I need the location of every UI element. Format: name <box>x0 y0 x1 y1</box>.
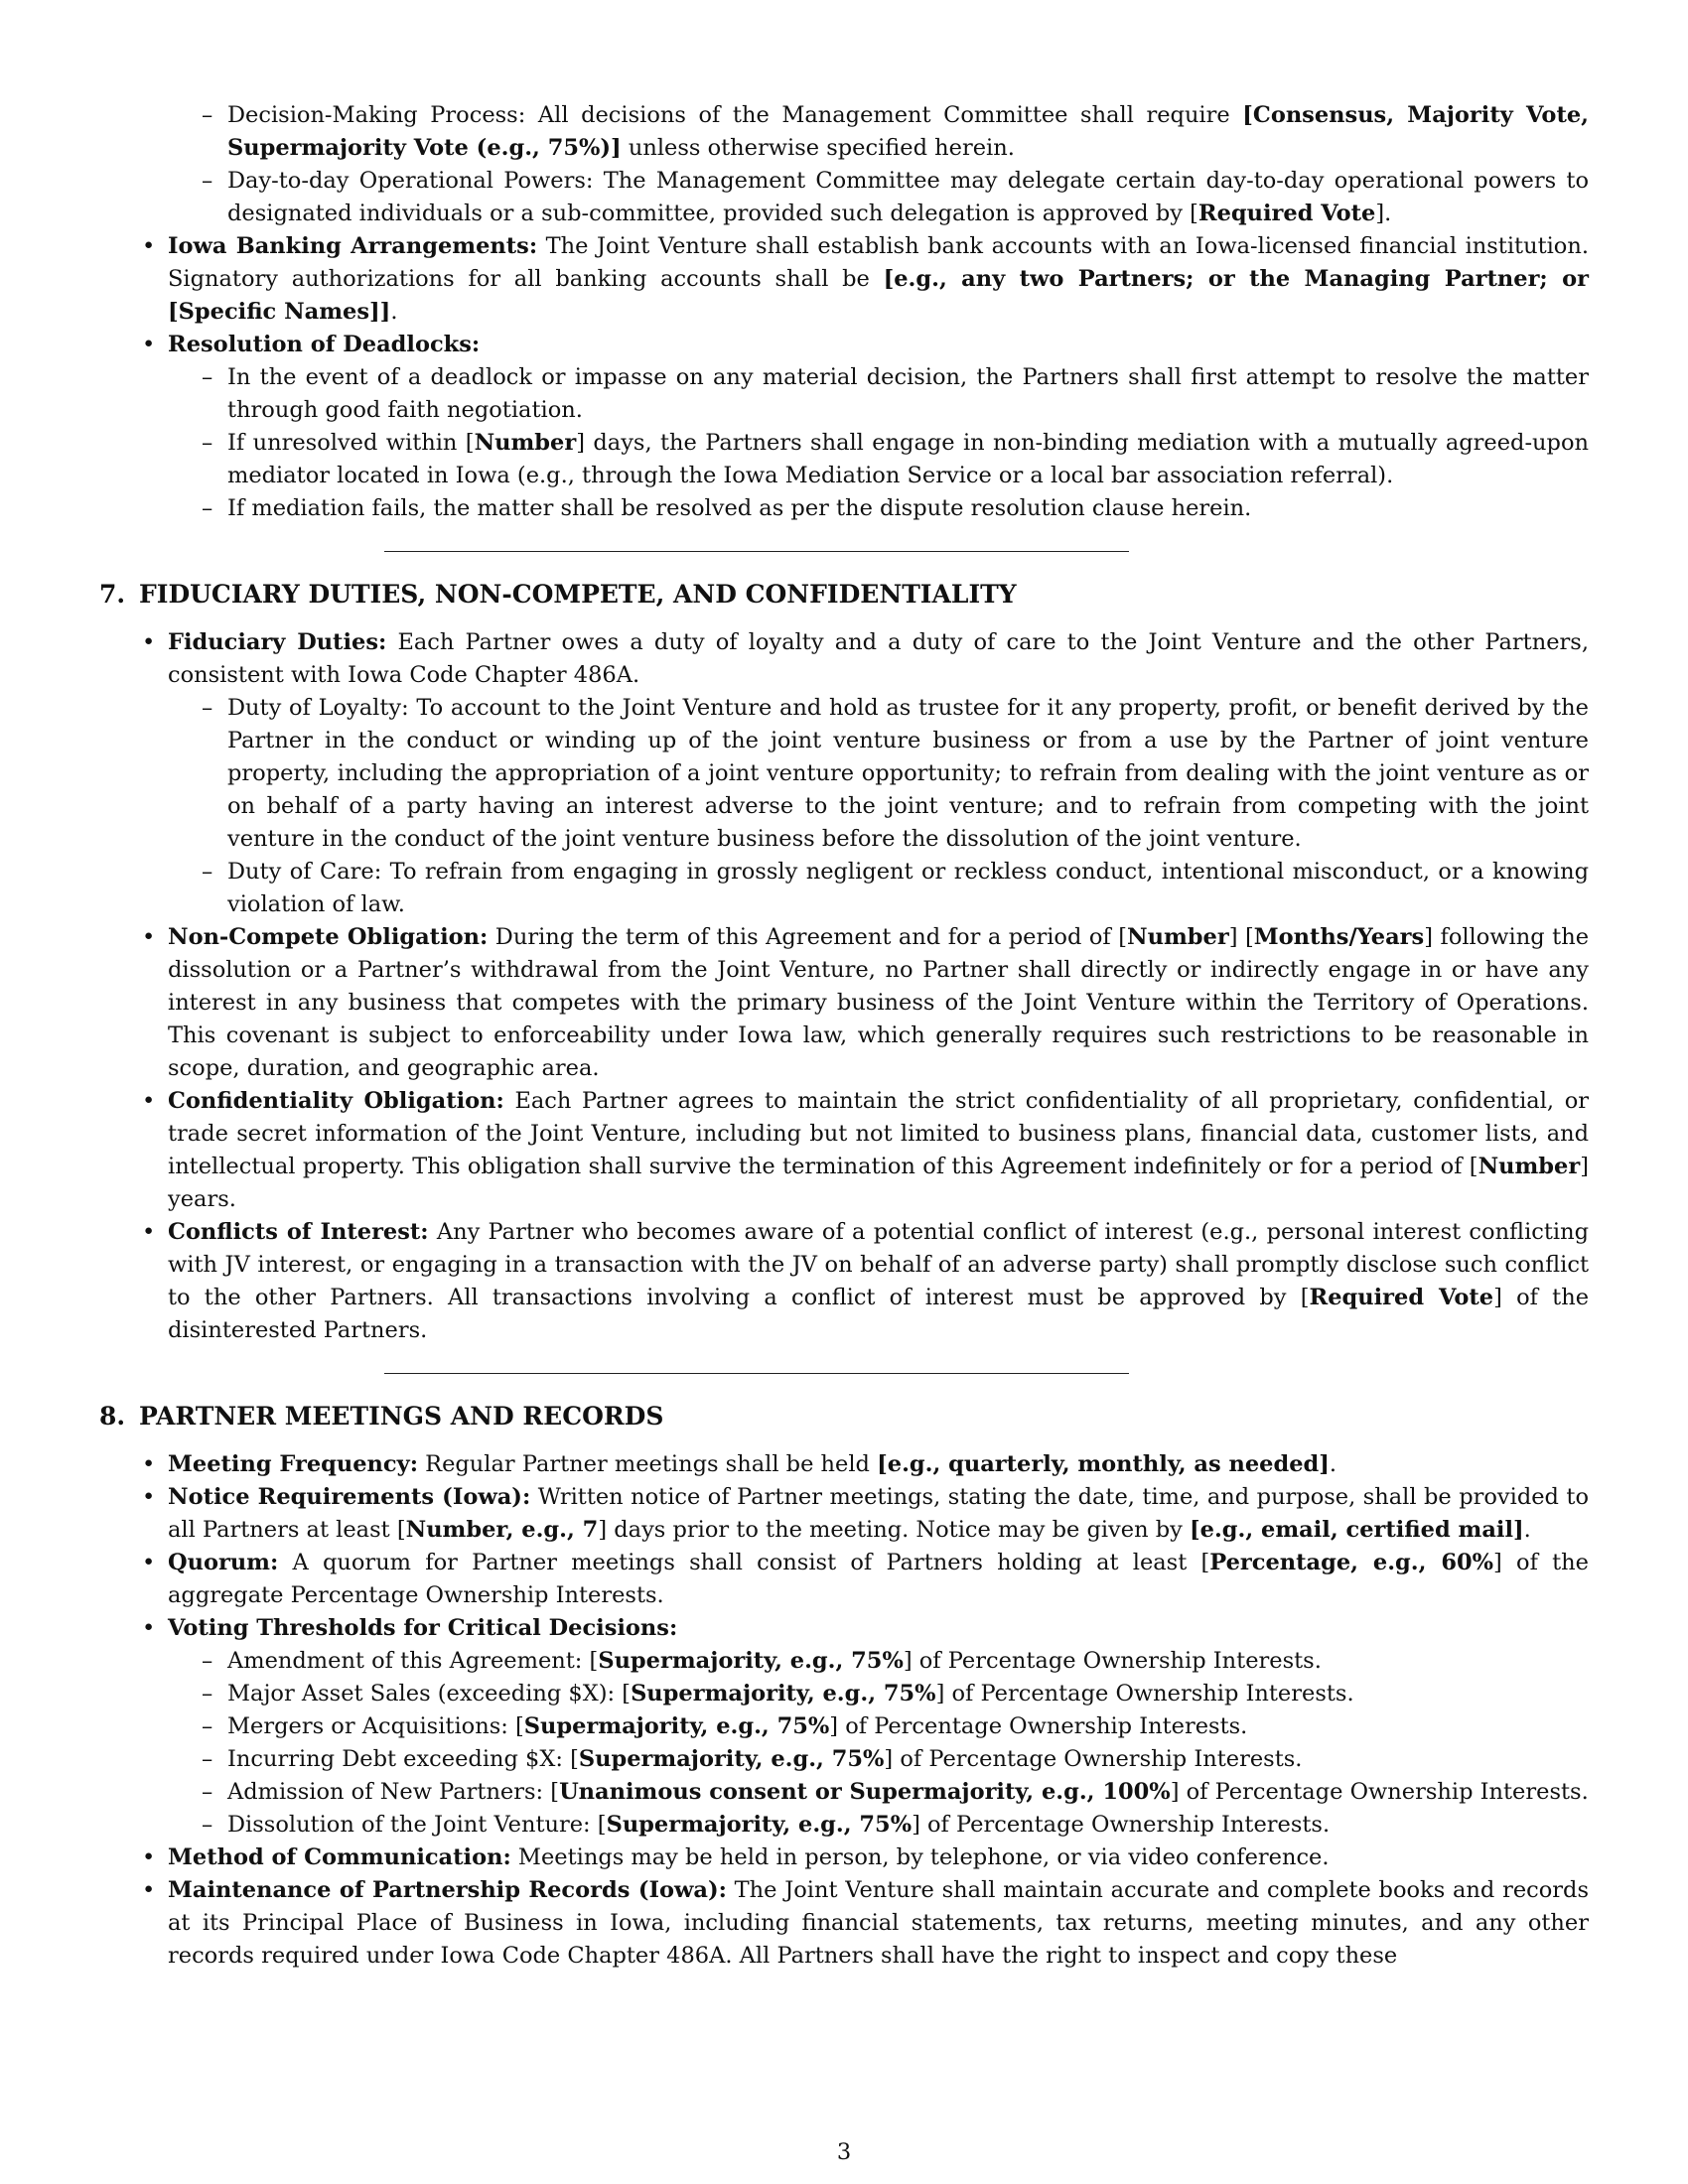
dash-marker: – <box>202 364 213 390</box>
voting-asset-sales-item: – Major Asset Sales (exceeding $X): [Supermajority, e.g., 75%] of Percentage Ownership Interests. <box>168 1678 1589 1710</box>
banking-arrangements-item: • Iowa Banking Arrangements: The Joint Venture shall establish bank accounts with an Iowa-licensed financial institution. Signatory authorizations for all banking accounts shall be [e.g., any two Partners; or the Managing Partner; or [Specific Names]]. <box>99 230 1589 329</box>
section-8-list <box>99 1448 1589 1973</box>
dash-marker: – <box>202 1779 213 1805</box>
bullet-marker: • <box>142 924 156 950</box>
section-divider <box>384 551 1129 552</box>
page-number: 3 <box>836 2139 852 2165</box>
notice-requirements-item: • Notice Requirements (Iowa): Written notice of Partner meetings, stating the date, time, and purpose, shall be provided to all Partners at least [Number, e.g., 7] days prior to the meeting. Notice may be given by [e.g., email, certified mail]. <box>99 1481 1589 1547</box>
meeting-frequency-item: • Meeting Frequency: Regular Partner meetings shall be held [e.g., quarterly, monthly, as needed]. <box>99 1448 1589 1481</box>
dash-marker: – <box>202 1648 213 1674</box>
deadlock-negotiation-item: – In the event of a deadlock or impasse on any material decision, the Partners shall first attempt to resolve the matter through good faith negotiation. <box>168 361 1589 427</box>
voting-amendment-item: – Amendment of this Agreement: [Supermajority, e.g., 75%] of Percentage Ownership Interests. <box>168 1645 1589 1678</box>
voting-dissolution-item: – Dissolution of the Joint Venture: [Supermajority, e.g., 75%] of Percentage Ownership Interests. <box>168 1809 1589 1842</box>
operational-powers-item: – Day-to-day Operational Powers: The Management Committee may delegate certain day-to-day operational powers to designated individuals or a sub-committee, provided such delegation is approved by [Required Vote]. <box>99 165 1589 230</box>
bullet-marker: • <box>142 1877 156 1903</box>
deadlock-mediation-item: – If unresolved within [Number] days, the Partners shall engage in non-binding mediation with a mutually agreed-upon mediator located in Iowa (e.g., through the Iowa Mediation Service or a local bar association referral). <box>168 427 1589 492</box>
dash-marker: – <box>202 1681 213 1706</box>
bullet-marker: • <box>142 1088 156 1114</box>
dash-marker: – <box>202 102 213 128</box>
communication-method-item: • Method of Communication: Meetings may be held in person, by telephone, or via video conference. <box>99 1842 1589 1874</box>
bullet-marker: • <box>142 1615 156 1641</box>
partnership-records-item: • Maintenance of Partnership Records (Iowa): The Joint Venture shall maintain accurate and complete books and records at its Principal Place of Business in Iowa, including financial statements, tax returns, meeting minutes, and any other records required under Iowa Code Chapter 486A. All Partners shall have the right to inspect and copy these <box>99 1874 1589 1973</box>
non-compete-item: • Non-Compete Obligation: During the term of this Agreement and for a period of [Number] [Months/Years] following the dissolution or a Partner’s withdrawal from the Joint Venture, no Partner shall directly or indirectly engage in or have any interest in any business that competes with the primary business of the Joint Venture within the Territory of Operations. This covenant is subject to enforceability under Iowa law, which generally requires such restrictions to be reasonable in scope, duration, and geographic area. <box>99 921 1589 1085</box>
section-divider <box>384 1373 1129 1374</box>
document-page <box>99 99 1589 1973</box>
bullet-marker: • <box>142 629 156 655</box>
fiduciary-duties-item: • Fiduciary Duties: Each Partner owes a duty of loyalty and a duty of care to the Joint Venture and the other Partners, consistent with Iowa Code Chapter 486A. – Duty of Loyalty: To account to the Joint Venture and hold as trustee for it any property, profit, or benefit derived by the Partner in the conduct or winding up of the joint venture business or from a use by the Partner of joint venture property, including the appropriation of a joint venture opportunity; to refrain from dealing with the joint venture as or on behalf of a party having an interest adverse to the joint venture; and to refrain from competing with the joint venture in the conduct of the joint venture business before the dissolution of the joint venture. – Duty of Care: To refrain from engaging in grossly negligent or reckless conduct, intentional misconduct, or a knowing violation of law. <box>99 626 1589 921</box>
voting-new-partners-item: – Admission of New Partners: [Unanimous consent or Supermajority, e.g., 100%] of Percentage Ownership Interests. <box>168 1776 1589 1809</box>
bullet-marker: • <box>142 1550 156 1575</box>
continuation-list <box>99 230 1589 525</box>
dash-marker: – <box>202 1812 213 1838</box>
conflicts-of-interest-item: • Conflicts of Interest: Any Partner who becomes aware of a potential conflict of interest (e.g., personal interest conflicting with JV interest, or engaging in a transaction with the JV on behalf of an adverse party) shall promptly disclose such conflict to the other Partners. All transactions involving a conflict of interest must be approved by [Required Vote] of the disinterested Partners. <box>99 1216 1589 1347</box>
dash-marker: – <box>202 695 213 721</box>
deadlock-dispute-item: – If mediation fails, the matter shall be resolved as per the dispute resolution clause herein. <box>168 492 1589 525</box>
voting-thresholds-item: • Voting Thresholds for Critical Decisions: – Amendment of this Agreement: [Supermajority, e.g., 75%] of Percentage Ownership Interests. – Major Asset Sales (exceeding $X): [Supermajority, e.g., 75%] of Percentage Ownership Interests. – Mergers or Acquisitions: [Supermajority, e.g., 75%] of Percentage Ownership Interests. – Incurring Debt exceeding $X: [Supermajority, e.g., 75%] of Percentage Ownership Interests. – Admission of New Partners: [Unanimous consent or Supermajority, e.g., 100%] of Percentage Ownership Interests. – Dissolution of the Joint Venture: [Supermajority, e.g., 75%] of Percentage Ownership Interests. <box>99 1612 1589 1842</box>
duty-of-loyalty-item: – Duty of Loyalty: To account to the Joint Venture and hold as trustee for it any property, profit, or benefit derived by the Partner in the conduct or winding up of the joint venture business or from a use by the Partner of joint venture property, including the appropriation of a joint venture opportunity; to refrain from dealing with the joint venture as or on behalf of a party having an interest adverse to the joint venture; and to refrain from competing with the joint venture in the conduct of the joint venture business before the dissolution of the joint venture. <box>168 692 1589 856</box>
bullet-marker: • <box>142 233 156 259</box>
dash-marker: – <box>202 430 213 456</box>
dash-marker: – <box>202 495 213 521</box>
dash-marker: – <box>202 1713 213 1739</box>
confidentiality-item: • Confidentiality Obligation: Each Partner agrees to maintain the strict confidentiality of all proprietary, confidential, or trade secret information of the Joint Venture, including but not limited to business plans, financial data, customer lists, and intellectual property. This obligation shall survive the termination of this Agreement indefinitely or for a period of [Number] years. <box>99 1085 1589 1216</box>
continuation-sub-list <box>99 99 1589 230</box>
section-7-list <box>99 626 1589 1347</box>
dash-marker: – <box>202 1746 213 1772</box>
voting-sub-list <box>168 1645 1589 1842</box>
bullet-marker: • <box>142 1844 156 1870</box>
bullet-marker: • <box>142 332 156 357</box>
voting-mergers-item: – Mergers or Acquisitions: [Supermajority, e.g., 75%] of Percentage Ownership Interests. <box>168 1710 1589 1743</box>
bullet-marker: • <box>142 1451 156 1477</box>
bullet-marker: • <box>142 1219 156 1245</box>
section-8-heading: 8. PARTNER MEETINGS AND RECORDS <box>99 1402 664 1431</box>
duty-of-care-item: – Duty of Care: To refrain from engaging in grossly negligent or reckless conduct, intentional misconduct, or a knowing violation of law. <box>168 856 1589 921</box>
quorum-item: • Quorum: A quorum for Partner meetings shall consist of Partners holding at least [Percentage, e.g., 60%] of the aggregate Percentage Ownership Interests. <box>99 1547 1589 1612</box>
section-7-heading: 7. FIDUCIARY DUTIES, NON-COMPETE, AND CONFIDENTIALITY <box>99 580 1017 609</box>
dash-marker: – <box>202 859 213 885</box>
deadlocks-item: • Resolution of Deadlocks: – In the event of a deadlock or impasse on any material decision, the Partners shall first attempt to resolve the matter through good faith negotiation. – If unresolved within [Number] days, the Partners shall engage in non-binding mediation with a mutually agreed-upon mediator located in Iowa (e.g., through the Iowa Mediation Service or a local bar association referral). – If mediation fails, the matter shall be resolved as per the dispute resolution clause herein. <box>99 329 1589 525</box>
decision-making-item: – Decision-Making Process: All decisions of the Management Committee shall require [Consensus, Majority Vote, Supermajority Vote (e.g., 75%)] unless otherwise specified herein. <box>99 99 1589 165</box>
voting-debt-item: – Incurring Debt exceeding $X: [Supermajority, e.g., 75%] of Percentage Ownership Interests. <box>168 1743 1589 1776</box>
deadlocks-sub-list <box>168 361 1589 525</box>
fiduciary-sub-list <box>168 692 1589 921</box>
bullet-marker: • <box>142 1484 156 1510</box>
dash-marker: – <box>202 168 213 194</box>
